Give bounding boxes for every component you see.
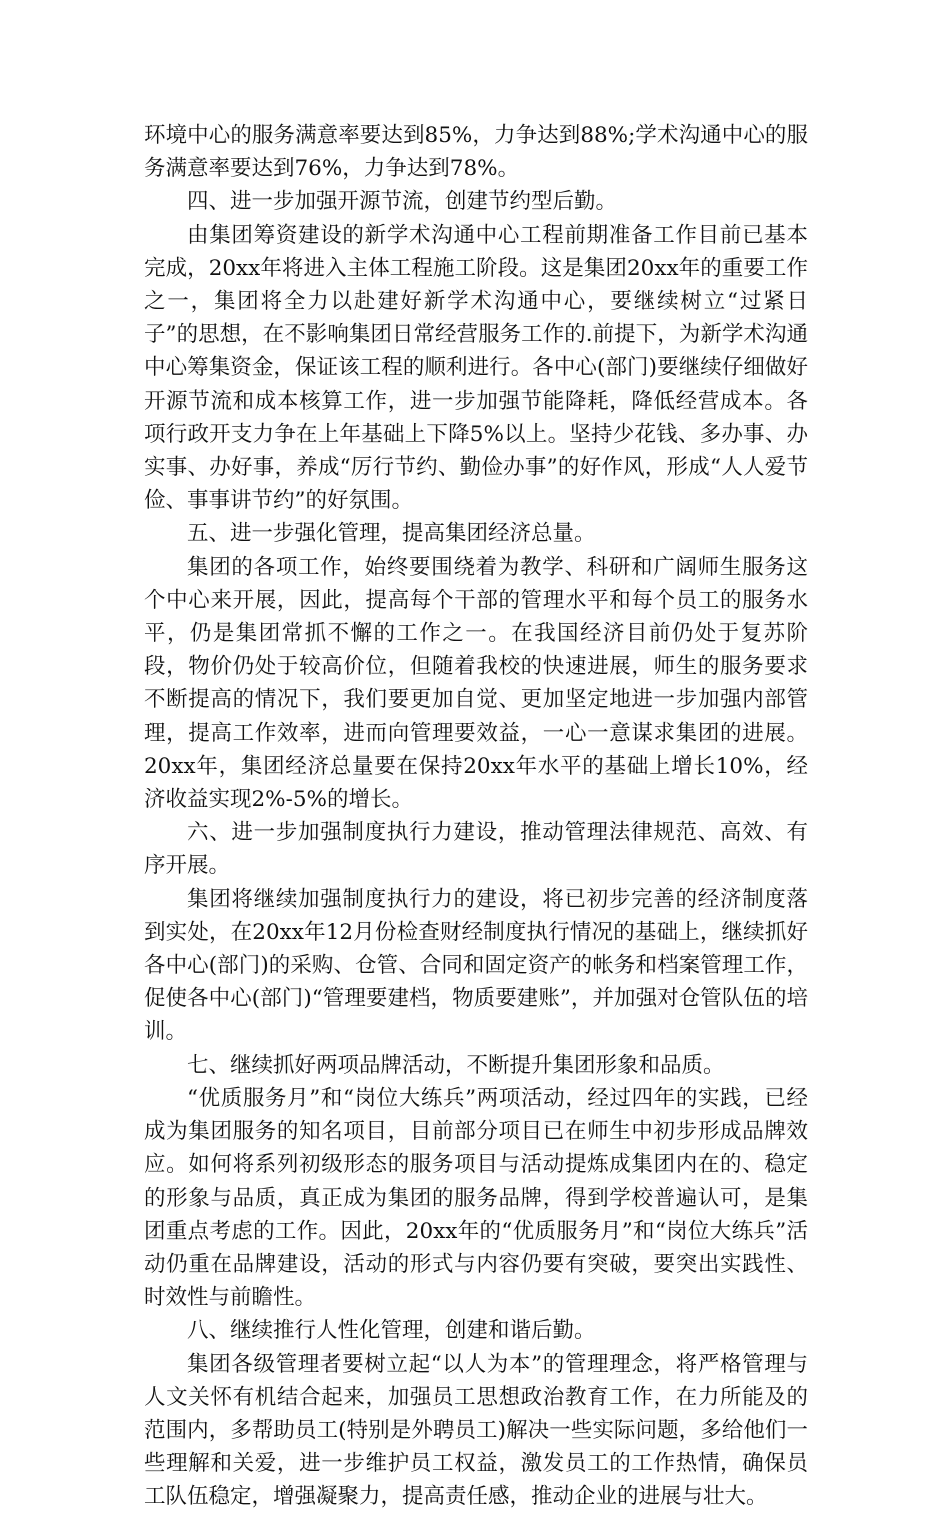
paragraph-humanized-management: 集团各级管理者要树立起“以人为本”的管理理念，将严格管理与人文关怀有机结合起来，加强员工思想政治教育工作，在力所能及的范围内，多帮助员工(特别是外聘员工)解决一些实际问题，多给他们一些理解和关爱，进一步维护员工权益，激发员工的工作热情，确保员工队伍稳定，增强凝聚力，提高责任感，推动企业的进展与壮大。 (144, 1351, 808, 1510)
section-heading-4: 四、进一步加强开源节流，创建节约型后勤。 (187, 189, 618, 215)
paragraph-satisfaction-targets: 环境中心的服务满意率要达到85%，力争达到88%;学术沟通中心的服务满意率要达到76%，力争达到78%。 (144, 123, 808, 182)
section-heading-8: 八、继续推行人性化管理，创建和谐后勤。 (187, 1318, 596, 1344)
paragraph-cost-saving: 由集团筹资建设的新学术沟通中心工程前期准备工作目前已基本完成，20xx年将进入主体工程施工阶段。这是集团20xx年的重要工作之一，集团将全力以赴建好新学术沟通中心，要继续树立“过紧日子”的思想，在不影响集团日常经营服务工作的.前提下，为新学术沟通中心筹集资金，保证该工程的顺利进行。各中心(部门)要继续仔细做好开源节流和成本核算工作，进一步加强节能降耗，降低经营成本。各项行政开支力争在上年基础上下降5%以上。坚持少花钱、多办事、办实事、办好事，养成“厉行节约、勤俭办事”的好作风，形成“人人爱节俭、事事讲节约”的好氛围。 (144, 222, 808, 514)
paragraph-management: 集团的各项工作，始终要围绕着为教学、科研和广阔师生服务这个中心来开展，因此，提高每个干部的管理水平和每个员工的服务水平，仍是集团常抓不懈的工作之一。在我国经济目前仍处于复苏阶段，物价仍处于较高价位，但随着我校的快速进展，师生的服务要求不断提高的情况下，我们要更加自觉、更加坚定地进一步加强内部管理，提高工作效率，进而向管理要效益，一心一意谋求集团的进展。20xx年，集团经济总量要在保持20xx年水平的基础上增长10%，经济收益实现2%-5%的增长。 (144, 554, 808, 813)
section-heading-5: 五、进一步强化管理，提高集团经济总量。 (187, 521, 596, 547)
section-heading-7: 七、继续抓好两项品牌活动，不断提升集团形象和品质。 (187, 1052, 725, 1078)
paragraph-regulations: 集团将继续加强制度执行力的建设，将已初步完善的经济制度落到实处，在20xx年12月份检查财经制度执行情况的基础上，继续抓好各中心(部门)的采购、仓管、合同和固定资产的帐务和档案管理工作，促使各中心(部门)“管理要建档，物质要建账”，并加强对仓管队伍的培训。 (144, 886, 808, 1045)
document-body (144, 119, 808, 1514)
paragraph-brand-activities: “优质服务月”和“岗位大练兵”两项活动，经过四年的实践，已经成为集团服务的知名项目，目前部分项目已在师生中初步形成品牌效应。如何将系列初级形态的服务项目与活动提炼成集团内在的、稳定的形象与品质，真正成为集团的服务品牌，得到学校普遍认可，是集团重点考虑的工作。因此，20xx年的“优质服务月”和“岗位大练兵”活动仍重在品牌建设，活动的形式与内容仍要有突破，要突出实践性、时效性与前瞻性。 (144, 1085, 808, 1311)
section-heading-6: 六、进一步加强制度执行力建设，推动管理法律规范、高效、有序开展。 (144, 820, 808, 879)
